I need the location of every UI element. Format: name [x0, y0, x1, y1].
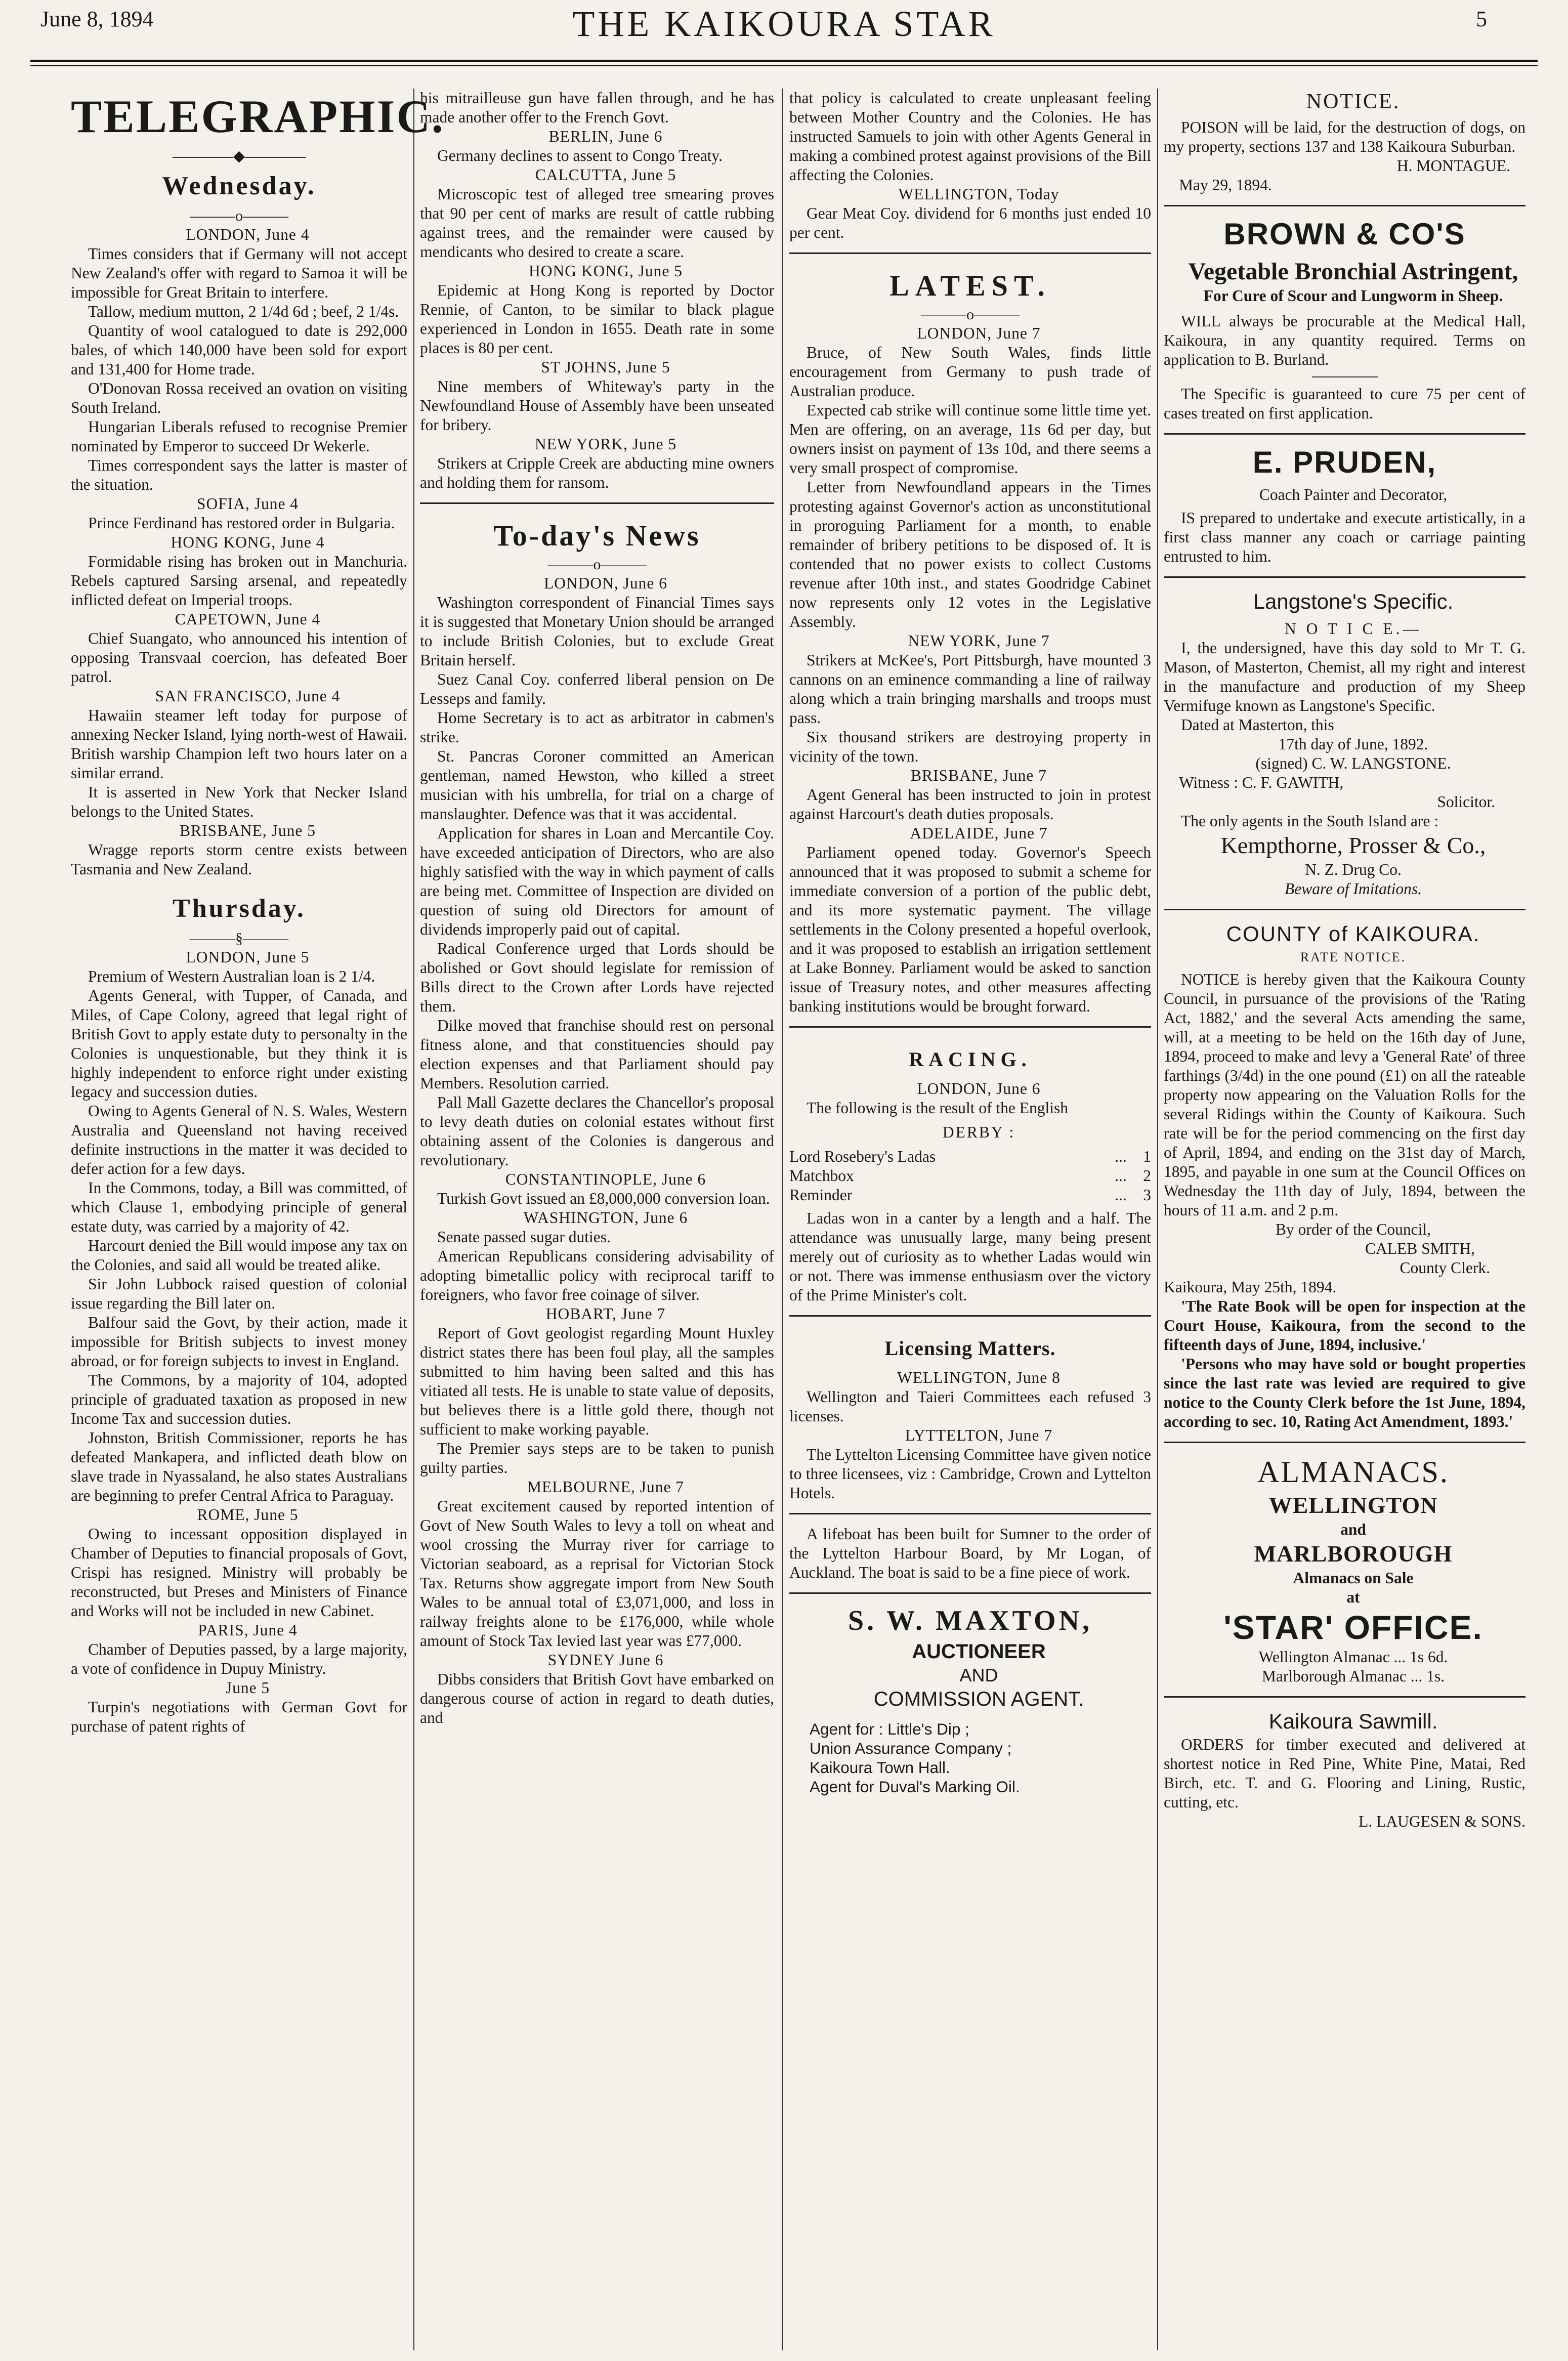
news-paragraph: Sir John Lubbock raised question of colonial issue regarding the Bill later on.: [71, 1275, 407, 1312]
county-order: By order of the Council,: [1275, 1220, 1431, 1238]
racing-report: Ladas won in a canter by a length and a half. The attendance was unusually large, many being present merely out of curiosity as to whether Ladas would win or not. There was immense enthusiasm over the victory of the Prime Minister's colt.: [789, 1209, 1151, 1304]
race-horse: Matchbox: [789, 1167, 854, 1185]
maxton-and: AND: [959, 1665, 998, 1685]
news-paragraph: Wellington and Taieri Committees each refused 3 licenses.: [789, 1388, 1151, 1425]
issue-date: June 8, 1894: [40, 7, 154, 31]
rule: [1164, 909, 1525, 910]
section-heading-licensing: Licensing Matters.: [884, 1337, 1056, 1360]
county-quote-1: 'The Rate Book will be open for inspection at the Court House, Kaikoura, from the second to the fifteenth days of June, 1894, inclusive.': [1164, 1297, 1525, 1354]
dateline: WELLINGTON, June 8: [897, 1369, 1061, 1386]
dateline: CONSTANTINOPLE, June 6: [505, 1170, 706, 1188]
langstone-beware: Beware of Imitations.: [1285, 880, 1422, 898]
ornament-divider: ———o———: [547, 556, 647, 573]
news-paragraph: Formidable rising has broken out in Manchuria. Rebels captured Sarsing arsenal, and repeatedly inflicted defeat on Imperial troops.: [71, 553, 407, 609]
news-paragraph: Agents General, with Tupper, of Canada, and Miles, of Cape Colony, agreed that legal right of British Govt to apply estate duty to personalty in the Colonies is unquestionable, but they think it is highly independent to enforce right under existing legacy and succession duties.: [71, 987, 407, 1101]
day-heading-wednesday: Wednesday.: [162, 172, 316, 200]
maxton-trade-2: COMMISSION AGENT.: [873, 1688, 1084, 1710]
rule: [420, 502, 774, 504]
news-paragraph: Great excitement caused by reported intention of Govt of New South Wales to levy a toll on wheat and wool crossing the Murray river for carriage to Victorian seaboard, as a reprisal for Victorian Stock Tax. Returns show aggregate import from New South Wales to be annual total of £3,071,000, and loss in railway freights alone to be £176,000, while whole amount of Stock Tax levied last year was £77,000.: [420, 1497, 774, 1650]
news-paragraph: Report of Govt geologist regarding Mount Huxley district states there has been foul play, all the samples submitted to him having been salted and this has vitiated all tests. He is unable to state value of deposits, but believes there is a little gold there, though not sufficient to make working payable.: [420, 1324, 774, 1438]
almanacs-line-4: Almanacs on Sale: [1293, 1569, 1414, 1587]
maxton-agency-item: Agent for : Little's Dip ;: [810, 1720, 969, 1738]
dateline: NEW YORK, June 7: [908, 632, 1050, 650]
langstone-agents-line: The only agents in the South Island are :: [1181, 812, 1439, 830]
header-rule: [30, 60, 1538, 66]
news-paragraph: Epidemic at Hong Kong is reported by Doctor Rennie, of Canton, to be similar to black plague experienced in London in 1655. Death rate in some places is 80 per cent.: [420, 281, 774, 357]
dateline: SOFIA, June 4: [196, 495, 299, 513]
rule: [789, 1026, 1151, 1028]
rule: [789, 252, 1151, 254]
masthead: THE KAIKOURA STAR: [572, 4, 996, 44]
almanac-price-list: [1164, 1648, 1525, 1686]
news-paragraph: Radical Conference urged that Lords should be abolished or Govt should legislate for remission of Bills direct to the Crown after Lords have rejected them.: [420, 940, 774, 1015]
dateline: SAN FRANCISCO, June 4: [155, 687, 341, 705]
dateline: PARIS, June 4: [198, 1621, 298, 1639]
column-divider: [782, 89, 783, 2350]
ornament-divider: ———§———: [190, 930, 288, 947]
dateline: LYTTELTON, June 7: [905, 1426, 1053, 1444]
brown-subtitle: For Cure of Scour and Lungworm in Sheep.: [1203, 287, 1503, 305]
news-paragraph: Six thousand strikers are destroying property in vicinity of the town.: [789, 728, 1151, 765]
news-paragraph: The Commons, by a majority of 104, adopted principle of graduated taxation as proposed in new Income Tax and succession duties.: [71, 1371, 407, 1427]
maxton-agency-item: Agent for Duval's Marking Oil.: [810, 1778, 1020, 1796]
county-heading: COUNTY of KAIKOURA.: [1226, 922, 1480, 946]
county-quote-2: 'Persons who may have sold or bought properties since the last rate was levied are required to give notice to the County Clerk before the 1st June, 1894, according to sec. 10, Rating Act Amendment, 1893.': [1164, 1355, 1525, 1430]
news-list-thursday: [71, 948, 407, 1736]
racing-intro: The following is the result of the English: [807, 1099, 1069, 1117]
dateline: CALCUTTA, June 5: [535, 166, 676, 184]
rule: [789, 1513, 1151, 1514]
rule: [1164, 576, 1525, 578]
column-divider: [413, 89, 414, 2350]
race-name: DERBY :: [942, 1123, 1015, 1141]
column-divider: [1157, 89, 1158, 2350]
news-paragraph: Times correspondent says the latter is master of the situation.: [71, 456, 407, 493]
langstone-heading: Langstone's Specific.: [1253, 589, 1454, 613]
page-header: [0, 0, 1568, 76]
news-paragraph: Chamber of Deputies passed, by a large majority, a vote of confidence in Dupuy Ministry.: [71, 1640, 407, 1677]
dateline: LONDON, June 6: [917, 1080, 1041, 1098]
langstone-drug: N. Z. Drug Co.: [1305, 861, 1402, 878]
race-horse: Lord Rosebery's Ladas: [789, 1148, 936, 1165]
notice-heading: NOTICE.: [1306, 90, 1401, 113]
dateline: LONDON, June 6: [543, 574, 668, 592]
news-paragraph: Washington correspondent of Financial Times says it is suggested that Monetary Union should be arranged to include British Colonies, but to exclude Great Britain herself.: [420, 594, 774, 669]
dateline: SYDNEY June 6: [547, 1651, 664, 1669]
news-paragraph: Owing to Agents General of N. S. Wales, Western Australia and Queensland not having received definite instructions in the matter it was decided to defer action for a few days.: [71, 1102, 407, 1177]
dateline: LONDON, June 4: [186, 226, 310, 243]
column-todays-news: [420, 89, 774, 2350]
dateline: HOBART, June 7: [545, 1305, 666, 1323]
notice-text: POISON will be laid, for the destruction of dogs, on my property, sections 137 and 138 Kaikoura Suburban.: [1164, 118, 1525, 155]
news-paragraph: Microscopic test of alleged tree smearing proves that 90 per cent of marks are result of cattle rubbing against trees, and the remainder were caused by mendicants who desired to create a scare.: [420, 185, 774, 261]
news-paragraph: Suez Canal Coy. conferred liberal pension on De Lesseps and family.: [420, 670, 774, 707]
news-paragraph: Turkish Govt issued an £8,000,000 conversion loan.: [437, 1190, 770, 1207]
almanacs-line-5: at: [1346, 1588, 1360, 1606]
race-dots: ...: [1115, 1186, 1127, 1204]
news-paragraph: Bruce, of New South Wales, finds little encouragement from Germany to push trade of Australian produce.: [789, 344, 1151, 400]
langstone-dated: Dated at Masterton, this: [1181, 716, 1334, 734]
news-paragraph: Application for shares in Loan and Mercantile Coy. have exceeded anticipation of Directors, who are also highly satisfied with the way in which payment of calls are being met. Committee of Inspection are divided on question of suing old Directors for amount of dividends improperly paid out of capital.: [420, 824, 774, 938]
langstone-notice-word: N O T I C E.—: [1284, 620, 1422, 638]
rule: [1312, 376, 1378, 377]
race-pos: 3: [1143, 1186, 1151, 1204]
news-paragraph: Home Secretary is to act as arbitrator in cabmen's strike.: [420, 709, 774, 746]
dateline: LONDON, June 5: [186, 948, 310, 966]
news-paragraph: Dilke moved that franchise should rest on personal fitness alone, and that constituencies should pay election expenses and that Parliament should pay Members. Resolution carried.: [420, 1017, 774, 1092]
section-heading-todays-news: To-day's News: [493, 519, 701, 552]
column-advertisements: [1164, 89, 1525, 2350]
dateline: BERLIN, June 6: [548, 128, 663, 145]
brown-guarantee: The Specific is guaranteed to cure 75 per cent of cases treated on first application.: [1164, 385, 1525, 422]
race-horse: Reminder: [789, 1186, 853, 1204]
county-clerk-name: CALEB SMITH,: [1365, 1240, 1475, 1257]
rule: [1164, 205, 1525, 206]
maxton-agency-item: Kaikoura Town Hall.: [810, 1758, 950, 1777]
dateline: LONDON, June 7: [917, 324, 1041, 342]
news-paragraph: Hungarian Liberals refused to recognise Premier nominated by Emperor to succeed Dr Wekerle.: [71, 418, 407, 455]
county-clerk-title: County Clerk.: [1400, 1259, 1490, 1277]
dateline: NEW YORK, June 5: [534, 435, 677, 453]
news-paragraph: Prince Ferdinand has restored order in Bulgaria.: [88, 514, 395, 532]
news-list-latest: [789, 324, 1151, 1016]
rule: [1164, 1442, 1525, 1443]
brown-product: Vegetable Bronchial Astringent,: [1188, 258, 1518, 285]
almanacs-heading: ALMANACS.: [1257, 1455, 1449, 1489]
almanacs-line-1: WELLINGTON: [1268, 1492, 1438, 1518]
langstone-witness: Witness : C. F. GAWITH,: [1179, 774, 1344, 791]
dateline: WELLINGTON, Today: [898, 185, 1060, 203]
rule: [789, 1315, 1151, 1317]
brown-text: WILL always be procurable at the Medical Hall, Kaikoura, in any quantity required. Terms on application to B. Burland.: [1164, 312, 1525, 368]
race-dots: ...: [1115, 1167, 1127, 1185]
race-result-row: [789, 1147, 1151, 1166]
column-telegraphic: [71, 89, 445, 2350]
dateline: ST JOHNS, June 5: [541, 358, 670, 376]
news-paragraph: Letter from Newfoundland appears in the Times protesting against Governor's action as unconstitutional in proroguing Parliament for a month, to enable remainder of bribery petitions to be disposed of. It is contended that no power exists to collect Customs revenue after 10th inst., and states Goodridge Cabinet now represents only 12 votes in the Legislative Assembly.: [789, 478, 1151, 630]
section-heading-telegraphic: TELEGRAPHIC.: [71, 91, 445, 142]
news-paragraph: Senate passed sugar duties.: [437, 1228, 611, 1246]
section-heading-racing: RACING.: [909, 1048, 1032, 1071]
news-paragraph: Harcourt denied the Bill would impose any tax on the Colonies, and said all would be treated alike.: [71, 1237, 407, 1274]
news-paragraph: Johnston, British Commissioner, reports he has defeated Mankapera, and inflicted death blow on slave trade in Nyassaland, he also states Australians are beginning to prefer Central Africa to Paraguay.: [71, 1429, 407, 1504]
dateline: HONG KONG, June 4: [171, 533, 325, 551]
news-paragraph: Parliament opened today. Governor's Speech announced that it was proposed to submit a scheme for immediate conversion of a portion of the public debt, and its more systematic payment. The village settlements in the Colony presented a hopeful overlook, and it was proposed to establish an irrigation settlement at Lake Bonney. Parliament would be asked to sanction issue of Treasury notes, and other measures affecting banking institutions would be brought forward.: [789, 844, 1151, 1015]
dateline: CAPETOWN, June 4: [175, 610, 321, 628]
ornament-divider: ———o———: [190, 207, 288, 224]
race-result-row: [789, 1166, 1151, 1186]
lifeboat-paragraph: A lifeboat has been built for Sumner to the order of the Lyttelton Harbour Board, by Mr Logan, of Auckland. The boat is said to be a fine piece of work.: [789, 1525, 1151, 1581]
rule: [1164, 1696, 1525, 1698]
county-subheading: RATE NOTICE.: [1300, 950, 1407, 964]
news-paragraph: Quantity of wool catalogued to date is 292,000 bales, of which 140,000 have been sold for export and 131,400 for Home trade.: [71, 322, 407, 378]
news-paragraph: Times considers that if Germany will not accept New Zealand's offer with regard to Samoa it will be impossible for Great Britain to interfere.: [71, 245, 407, 301]
race-results-table: [789, 1147, 1151, 1205]
almanacs-line-2: and: [1340, 1521, 1366, 1538]
news-paragraph: Gear Meat Coy. dividend for 6 months just ended 10 per cent.: [789, 204, 1151, 241]
race-pos: 1: [1143, 1148, 1151, 1165]
news-paragraph: Tallow, medium mutton, 2 1/4d 6d ; beef, 2 1/4s.: [88, 303, 399, 320]
race-dots: ...: [1115, 1148, 1127, 1165]
news-paragraph: Premium of Western Australian loan is 2 1/4.: [88, 967, 375, 985]
notice-signer: H. MONTAGUE.: [1396, 157, 1510, 175]
news-paragraph: American Republicans considering advisability of adopting bimetallic policy with reciprocal tariff to foreigners, who favor free coinage of silver.: [420, 1247, 774, 1303]
day-heading-thursday: Thursday.: [173, 894, 306, 923]
licensing-list: [789, 1368, 1151, 1503]
rule: [1164, 433, 1525, 435]
dateline: MELBOURNE, June 7: [527, 1478, 685, 1496]
almanac-price-item: Marlborough Almanac ... 1s.: [1261, 1667, 1445, 1685]
sawmill-text: ORDERS for timber executed and delivered at shortest notice in Red Pine, White Pine, Matai, Red Birch, etc. T. and G. Flooring and Lining, Rustic, cutting, etc.: [1164, 1736, 1525, 1811]
langstone-agents: Kempthorne, Prosser & Co.,: [1220, 832, 1486, 858]
news-paragraph: It is asserted in New York that Necker Island belongs to the United States.: [71, 783, 407, 820]
news-paragraph: Strikers at McKee's, Port Pittsburgh, have mounted 3 cannons on an eminence commanding a line of railway along which a train bringing marshalls and troops must pass.: [789, 651, 1151, 727]
column-latest: [789, 89, 1151, 2350]
almanacs-line-3: MARLBOROUGH: [1254, 1541, 1453, 1567]
news-list-wednesday: [71, 225, 407, 879]
news-paragraph: Turpin's negotiations with German Govt for purchase of patent rights of: [71, 1698, 407, 1735]
section-heading-latest: LATEST.: [889, 269, 1051, 302]
pruden-text: IS prepared to undertake and execute artistically, in a first class manner any coach or carriage painting entrusted to him.: [1164, 509, 1525, 565]
news-paragraph: Pall Mall Gazette declares the Chancellor's proposal to levy death duties on colonial estates without first obtaining assent of the Colonies is dangerous and revolutionary.: [420, 1093, 774, 1169]
county-text: NOTICE is hereby given that the Kaikoura County Council, in pursuance of the provisions of the 'Rating Act, 1882,' and the several Acts amending the same, will, at a meeting to be held on the 16th day of June, 1894, proceed to make and levy a 'General Rate' of three farthings (3/4d) in the one pound (£1) on all the rateable property now appearing on the Valuation Rolls for the several Ridings within the County of Kaikoura. Such rate will be for the period commencing on the first day of April, 1894, and ending on the 31st day of March, 1895, and payable in one sum at the Council Offices on Wednesday the 11th day of July, 1894, between the hours of 11 a.m. and 2 p.m.: [1164, 971, 1525, 1219]
langstone-day: 17th day of June, 1892.: [1278, 735, 1428, 753]
news-paragraph: In the Commons, today, a Bill was committed, of which Clause 1, embodying principle of general estate duty, was carried by a majority of 42.: [71, 1179, 407, 1235]
brown-name: BROWN & CO'S: [1223, 217, 1466, 251]
news-paragraph: Chief Suangato, who announced his intention of opposing Transvaal coercion, has defeated Boer patrol.: [71, 629, 407, 686]
news-paragraph: Hawaiin steamer left today for purpose of annexing Necker Island, lying north-west of Hawaii. British warship Champion left two hours later on a similar errand.: [71, 706, 407, 782]
dateline: BRISBANE, June 7: [911, 767, 1047, 784]
news-paragraph: The Lyttelton Licensing Committee have given notice to three licensees, viz : Cambridge, Crown and Lyttelton Hotels.: [789, 1446, 1151, 1502]
langstone-signed: (signed) C. W. LANGSTONE.: [1255, 754, 1451, 772]
news-paragraph: Nine members of Whiteway's party in the Newfoundland House of Assembly have been unseated for bribery.: [420, 377, 774, 434]
rule: [789, 1592, 1151, 1594]
maxton-name: S. W. MAXTON,: [847, 1605, 1093, 1636]
sawmill-owner: L. LAUGESEN & SONS.: [1359, 1812, 1525, 1830]
county-date: Kaikoura, May 25th, 1894.: [1164, 1278, 1337, 1296]
news-paragraph: Germany declines to assent to Congo Treaty.: [437, 147, 723, 164]
news-paragraph: Strikers at Cripple Creek are abducting mine owners and holding them for ransom.: [420, 454, 774, 491]
news-paragraph: Agent General has been instructed to join in protest against Harcourt's death duties proposals.: [789, 786, 1151, 823]
dateline: June 5: [225, 1679, 270, 1697]
dateline: WASHINGTON, June 6: [523, 1209, 688, 1227]
pruden-trade: Coach Painter and Decorator,: [1259, 486, 1448, 503]
almanacs-star-office: 'STAR' OFFICE.: [1223, 1609, 1483, 1646]
ornament-divider: ———o———: [921, 306, 1020, 323]
sawmill-heading: Kaikoura Sawmill.: [1268, 1709, 1438, 1733]
maxton-trade: AUCTIONEER: [912, 1640, 1046, 1663]
news-paragraph: Owing to incessant opposition displayed in Chamber of Deputies to financial proposals of Govt, Crispi has resigned. Ministry will probably be reconstructed, but Preses and Ministers of Finance and Works will not be included in new Cabinet.: [71, 1525, 407, 1620]
almanac-price-item: Wellington Almanac ... 1s 6d.: [1258, 1648, 1448, 1666]
news-paragraph: that policy is calculated to create unpleasant feeling between Mother Country and the Colonies. He has instructed Samuels to join with other Agents General in making a combined protest against provisions of the Bill affecting the Colonies.: [789, 89, 1151, 184]
langstone-text: I, the undersigned, have this day sold to Mr T. G. Mason, of Masterton, Chemist, all my right and interest in the manufacture and production of my Sheep Vermifuge known as Langstone's Specific.: [1164, 639, 1525, 714]
maxton-agencies: [789, 1719, 1151, 1796]
pruden-name: E. PRUDEN,: [1252, 445, 1437, 479]
news-list-continued: [789, 89, 1151, 242]
news-paragraph: St. Pancras Coroner committed an American gentleman, named Hewston, who killed a street musician with his umbrella, for trial on a charge of manslaughter. Defence was that it was accidental.: [420, 747, 774, 823]
news-paragraph: his mitrailleuse gun have fallen through, and he has made another offer to the French Govt.: [420, 89, 774, 126]
race-pos: 2: [1143, 1167, 1151, 1185]
news-paragraph: Expected cab strike will continue some little time yet. Men are offering, on an average, 11s 6d per day, but owners insist on payment of 13s 10d, and there seems a very small prospect of compromise.: [789, 401, 1151, 477]
news-paragraph: Balfour said the Govt, by their action, made it impossible for British subjects to invest money abroad, or for foreign subjects to invest in England.: [71, 1314, 407, 1370]
news-paragraph: O'Donovan Rossa received an ovation on visiting South Ireland.: [71, 380, 407, 416]
dateline: HONG KONG, June 5: [529, 262, 683, 280]
news-paragraph: Dibbs considers that British Govt have embarked on dangerous course of action in regard to death duties, and: [420, 1670, 774, 1726]
page-number: 5: [1476, 7, 1487, 31]
notice-date: May 29, 1894.: [1179, 176, 1272, 194]
news-paragraph: The Premier says steps are to be taken to punish guilty parties.: [420, 1440, 774, 1477]
dateline: BRISBANE, June 5: [180, 822, 316, 839]
dateline: ADELAIDE, June 7: [910, 824, 1048, 842]
dateline: ROME, June 5: [197, 1506, 299, 1524]
news-list-today: [420, 574, 774, 1727]
news-list-continued: [420, 89, 774, 492]
race-result-row: [789, 1186, 1151, 1205]
news-paragraph: Wragge reports storm centre exists between Tasmania and New Zealand.: [71, 841, 407, 878]
maxton-agency-item: Union Assurance Company ;: [810, 1739, 1012, 1757]
ornament-divider: ————◆————: [172, 148, 306, 164]
langstone-solicitor: Solicitor.: [1437, 793, 1495, 811]
